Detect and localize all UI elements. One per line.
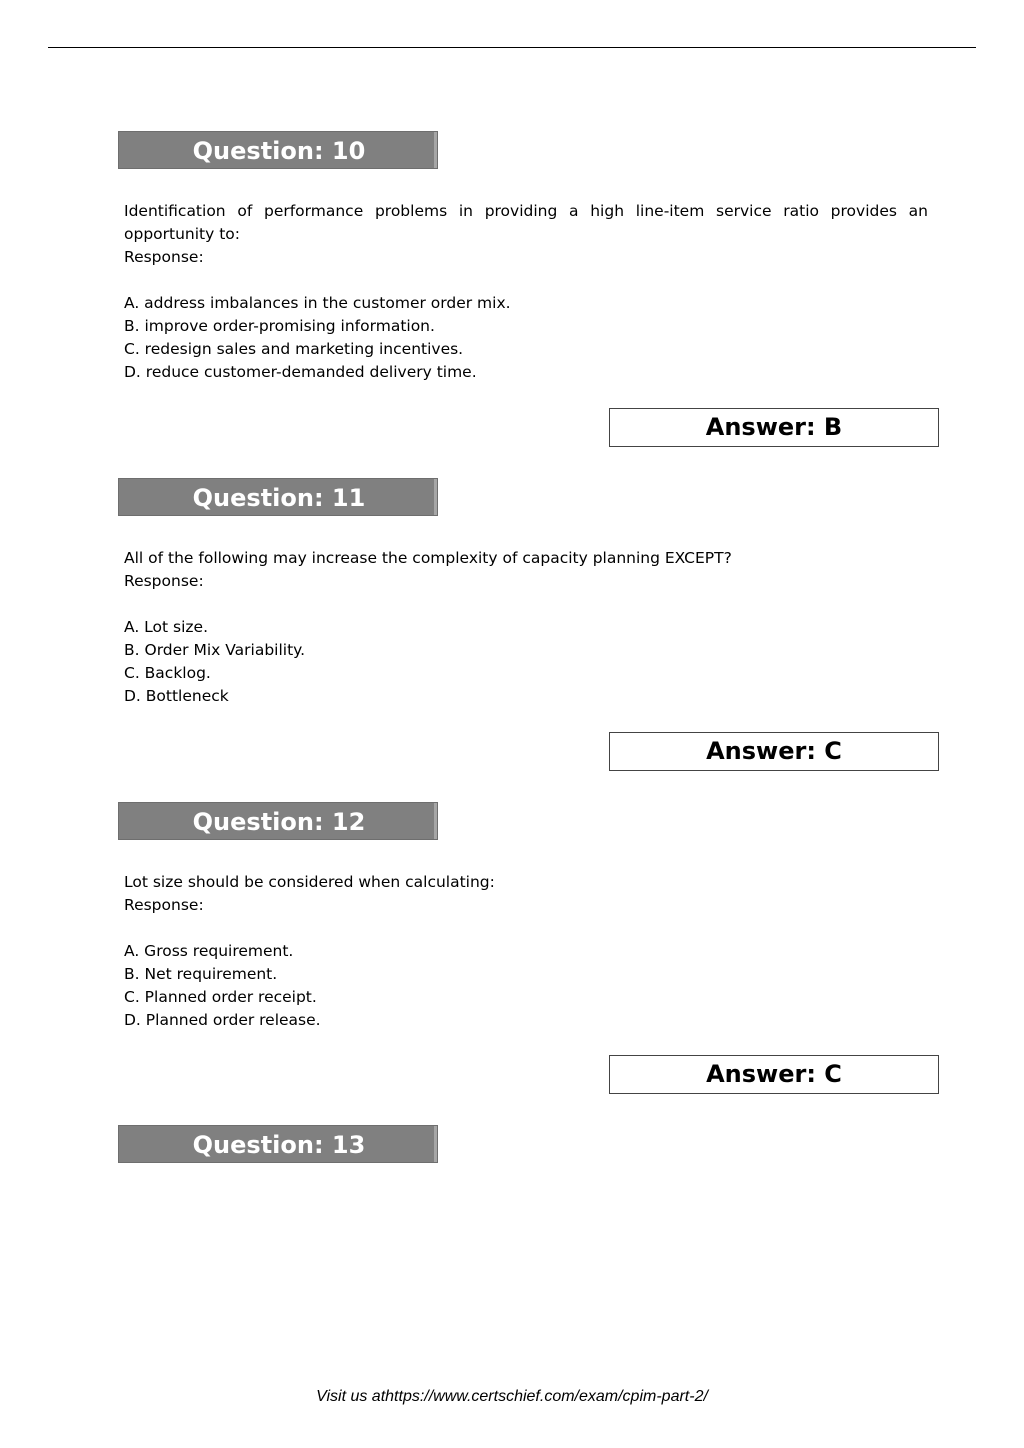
response-label: Response: xyxy=(124,572,204,590)
option-b: B. improve order-promising information. xyxy=(124,317,435,335)
option-a: A. Gross requirement. xyxy=(124,942,294,960)
question-header xyxy=(118,1125,438,1163)
answer-label: Answer: B xyxy=(705,413,843,441)
answer-label: Answer: C xyxy=(706,1060,842,1088)
option-d: D. reduce customer-demanded delivery time. xyxy=(124,363,477,381)
options-list xyxy=(124,292,928,384)
option-b: B. Order Mix Variability. xyxy=(124,641,306,659)
response-label: Response: xyxy=(124,896,204,914)
top-rule xyxy=(48,47,976,48)
answer-box xyxy=(609,732,939,771)
option-c: C. Backlog. xyxy=(124,664,211,682)
footer-link[interactable]: Visit us athttps://www.certschief.com/exam/cpim-part-2/ xyxy=(316,1388,708,1405)
answer-box xyxy=(609,1055,939,1094)
option-d: D. Bottleneck xyxy=(124,687,229,705)
option-d: D. Planned order release. xyxy=(124,1011,321,1029)
question-header xyxy=(118,131,438,169)
question-stem: Identification of performance problems in providing a high line-item service ratio provides an opportunity to: xyxy=(124,202,928,243)
question-header xyxy=(118,802,438,840)
question-body xyxy=(124,547,928,708)
question-header xyxy=(118,478,438,516)
question-header-label: Question: 12 xyxy=(192,808,366,836)
response-label: Response: xyxy=(124,248,204,266)
options-list xyxy=(124,616,928,708)
options-list xyxy=(124,940,928,1032)
question-body xyxy=(124,200,928,384)
option-b: B. Net requirement. xyxy=(124,965,278,983)
option-c: C. redesign sales and marketing incentives. xyxy=(124,340,464,358)
answer-label: Answer: C xyxy=(706,737,842,765)
question-header-label: Question: 10 xyxy=(192,137,366,165)
option-a: A. address imbalances in the customer order mix. xyxy=(124,294,511,312)
option-a: A. Lot size. xyxy=(124,618,209,636)
question-header-label: Question: 11 xyxy=(192,484,366,512)
question-header-label: Question: 13 xyxy=(192,1131,366,1159)
question-stem: Lot size should be considered when calculating: xyxy=(124,873,495,891)
question-stem: All of the following may increase the complexity of capacity planning EXCEPT? xyxy=(124,549,732,567)
answer-box xyxy=(609,408,939,447)
option-c: C. Planned order receipt. xyxy=(124,988,317,1006)
question-body xyxy=(124,871,928,1032)
